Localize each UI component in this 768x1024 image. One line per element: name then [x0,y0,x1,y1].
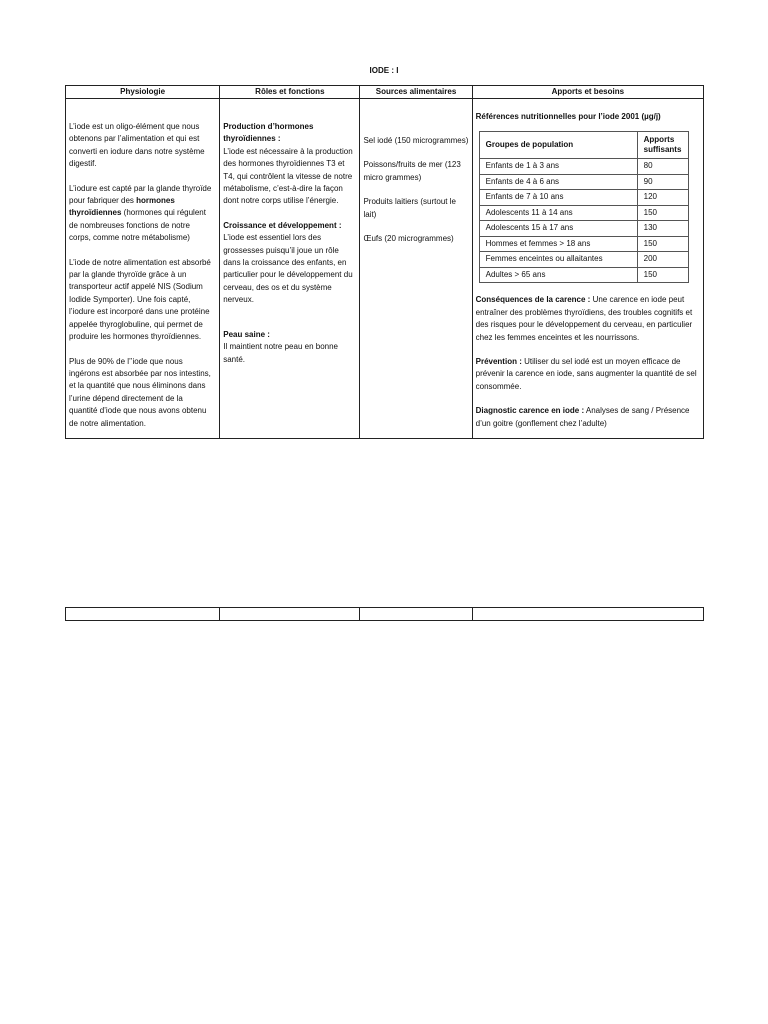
roles-section-2 [223,220,356,307]
roles-heading-2: Croissance et développement : [223,220,342,230]
references-header-row [479,132,688,159]
references-table [479,131,689,283]
references-row [479,159,688,175]
source-item: Poissons/fruits de mer (123 micro grammes) [363,160,461,182]
intake-value: 200 [637,252,688,268]
intake-value: 150 [637,205,688,221]
physio-p2-bold: hormones thyroïdiennes [69,196,175,218]
empty-cell [360,608,472,621]
roles-heading-3: Peau saine : [223,329,270,339]
intake-value: 150 [637,236,688,252]
source-item: Œufs (20 microgrammes) [363,234,454,244]
references-row [479,236,688,252]
carence-paragraph [476,294,700,344]
roles-cell [220,99,360,439]
population-group: Adultes > 65 ans [479,267,637,283]
header-sources: Sources alimentaires [360,86,472,99]
carence-heading: Conséquences de la carence : [475,295,591,305]
content-row [66,99,704,439]
population-group: Enfants de 1 à 3 ans [479,159,637,175]
empty-cell [220,608,360,621]
sources-cell [360,99,472,439]
physio-paragraph-1: L’iode est un oligo-élément que nous obtenons par l’alimentation et qui est converti en iodure dans notre système digestif. [69,122,205,169]
prevention-text: Utiliser du sel iodé est un moyen efficace de prévenir la carence en iode, sans augmenter la quantité de sel consommée. [475,357,697,391]
physio-p2-text-b: (hormones qui régulent de nombreuses fonctions de notre corps, comme notre métabolisme) [69,208,206,243]
source-item: Produits laitiers (surtout le lait) [363,197,456,219]
iodine-info-table [65,85,704,439]
references-header-group: Groupes de population [479,132,637,159]
roles-heading-1: Production d’hormones thyroïdiennes : [223,122,314,144]
intake-value: 80 [637,159,688,175]
prevention-heading: Prévention : [475,357,522,367]
diagnostic-paragraph [476,405,700,430]
physio-paragraph-2 [69,183,213,245]
population-group: Adolescents 15 à 17 ans [479,221,637,237]
empty-cell [66,608,220,621]
document-title: IODE : I [369,66,399,75]
references-row [479,174,688,190]
roles-text-2: L’iode est essentiel lors des grossesses puisqu’il joue un rôle dans la croissance des enfants, en particulier pour le développement du cerveau, des os et du système nerveux. [223,233,353,305]
references-row [479,267,688,283]
intake-value: 120 [637,190,688,206]
references-row [479,190,688,206]
diagnostic-text: Analyses de sang / Présence d’un goitre (gonflement chez l’adulte) [475,406,690,428]
population-group: Adolescents 11 à 14 ans [479,205,637,221]
carence-text: Une carence en iode peut entraîner des problèmes thyroïdiens, des troubles cognitifs et des risques pour le développement du cerveau, en particulier chez les femmes enceintes et les nourrissons. [475,295,693,342]
references-title: Références nutritionnelles pour l’iode 2001 (µg/j) [475,112,661,121]
intake-value: 90 [637,174,688,190]
source-item: Sel iodé (150 microgrammes) [363,136,469,145]
header-physiologie: Physiologie [66,86,220,99]
header-roles: Rôles et fonctions [220,86,360,99]
references-row [479,205,688,221]
roles-text-1: L’iode est nécessaire à la production des hormones thyroïdiennes T3 et T4, qui contrôlent la vitesse de notre métabolisme, c’est-à-dire la façon dont notre corps utilise l’énergie. [223,146,353,206]
physio-paragraph-4: Plus de 90% de l’’iode que nous ingérons est absorbée par nos intestins, et la quantité que nous éliminons dans l’urine dépend directement de la quantité d’iode que nous avons obtenu de notre alimentation. [69,356,211,428]
intake-value: 150 [637,267,688,283]
population-group: Enfants de 7 à 10 ans [479,190,637,206]
prevention-paragraph [476,356,700,393]
references-row [479,221,688,237]
physio-p2-text-a: L’iodure est capté par la glande thyroïde pour fabriquer des [69,183,212,206]
diagnostic-heading: Diagnostic carence en iode : [475,406,585,416]
population-group: Femmes enceintes ou allaitantes [479,252,637,268]
header-apports: Apports et besoins [472,86,703,99]
apports-cell [472,99,703,439]
physio-paragraph-3: L’iode de notre alimentation est absorbé par la glande thyroïde grâce à un transporteur actif appelé NIS (Sodium Iodide Symporter). Une fois capté, l’iodure est incorporé dans une protéine appelée thyroglobuline, qui permet de produire les hormones thyroïdiennes. [69,257,211,342]
header-row [66,86,704,99]
references-header-value: Apports suffisants [637,132,688,159]
empty-table-row [65,607,704,621]
empty-row [66,608,704,621]
physiologie-cell [66,99,220,439]
roles-section-1 [223,121,356,208]
references-row [479,252,688,268]
intake-value: 130 [637,221,688,237]
roles-text-3: Il maintient notre peau en bonne santé. [223,342,338,364]
roles-section-3 [223,329,356,366]
population-group: Hommes et femmes > 18 ans [479,236,637,252]
empty-cell [472,608,703,621]
population-group: Enfants de 4 à 6 ans [479,174,637,190]
